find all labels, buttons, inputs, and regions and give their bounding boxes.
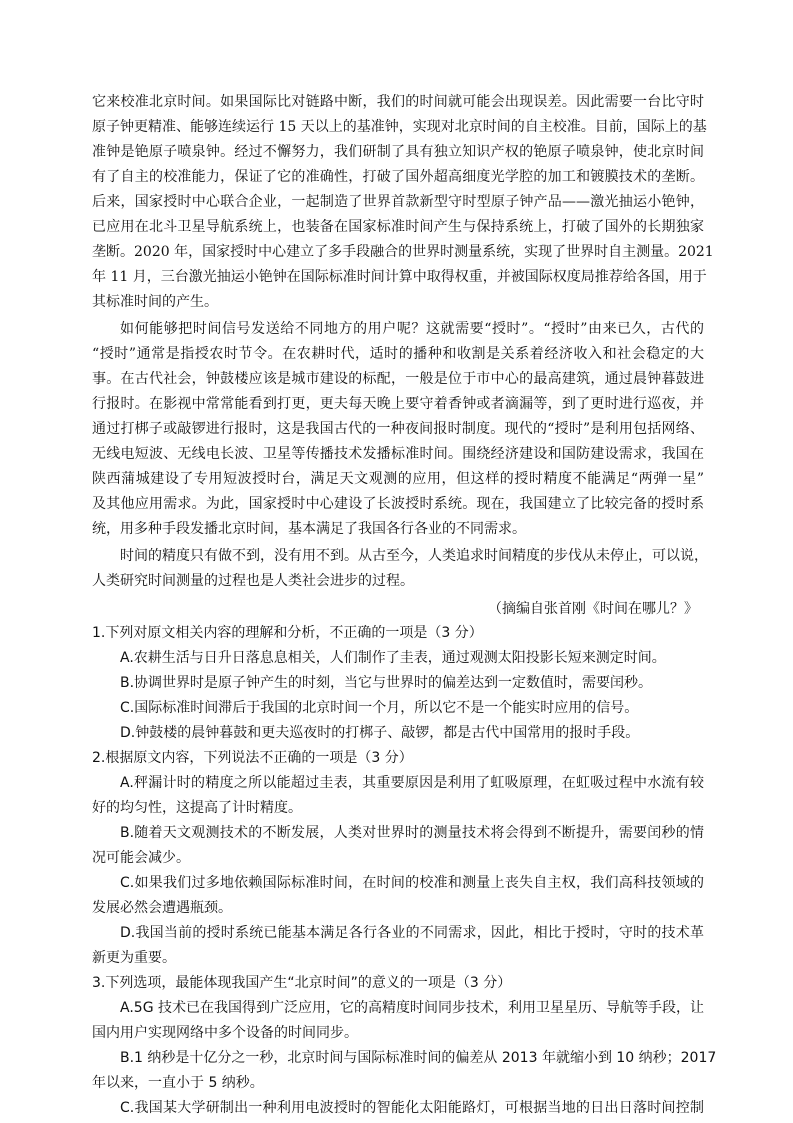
option-b-cont: 年以来，一直小于 5 纳秒。 — [92, 1075, 264, 1091]
passage-line: 准钟是铯原子喷泉钟。经过不懈努力，我们研制了具有独立知识产权的铯原子喷泉钟，使北京时间 — [92, 144, 704, 160]
option-d: D.钟鼓楼的晨钟暮鼓和更夫巡夜时的打梆子、敲锣，都是古代中国常用的报时手段。 — [120, 725, 640, 741]
option-a: A.农耕生活与日升日落息息相关，人们制作了圭表，通过观测太阳投影长短来测定时间。 — [120, 650, 666, 666]
passage-line: 已应用在北斗卫星导航系统上，也装备在国家标准时间产生与保持系统上，打破了国外的长期独家 — [92, 219, 704, 235]
passage-line: 无线电短波、无线电长波、卫星等传播技术发播标准时间。围绕经济建设和国防建设需求，我国在 — [92, 446, 704, 462]
question-stem: 2.根据原文内容，下列说法不正确的一项是（3 分） — [92, 750, 413, 766]
option-c-cont: 发展必然会遭遇瓶颈。 — [92, 900, 232, 916]
option-c: C.国际标准时间滞后于我国的北京时间一个月，所以它不是一个能实时应用的信号。 — [120, 700, 639, 716]
passage-line: 陕西蒲城建设了专用短波授时台，满足天文观测的应用，但这样的授时精度不能满足“两弹一星” — [92, 471, 704, 487]
passage-line: 后来，国家授时中心联合企业，一起制造了世界首款新型守时型原子钟产品——激光抽运小铯钟， — [92, 194, 704, 210]
passage-line: 及其他应用需求。为此，国家授时中心建设了长波授时系统。现在，我国建立了比较完备的授时系 — [92, 496, 704, 512]
passage-line: 如何能够把时间信号发送给不同地方的用户呢？这就需要“授时”。“授时”由来已久，古代的 — [120, 321, 704, 337]
option-b-cont: 况可能会减少。 — [92, 850, 190, 866]
passage-line: 时间的精度只有做不到，没有用不到。从古至今，人类追求时间精度的步伐从未停止，可以说， — [120, 548, 708, 564]
passage-line: 年 11 月，三台激光抽运小铯钟在国际标准时间计算中取得权重，并被国际权度局推荐给各国，用于 — [92, 269, 707, 285]
option-b: B.随着天文观测技术的不断发展，人类对世界时的测量技术将会得到不断提升，需要闰秒的情 — [120, 825, 704, 841]
option-b: B.1 纳秒是十亿分之一秒，北京时间与国际标准时间的偏差从 2013 年就缩小到 10 纳秒；2017 — [120, 1050, 717, 1066]
passage-line: 行报时。在影视中常常能看到打更，更夫每天晚上要守着香钟或者滴漏等，到了更时进行巡夜，并 — [92, 396, 704, 412]
option-c: C.如果我们过多地依赖国际标准时间，在时间的校准和测量上丧失自主权，我们高科技领域的 — [120, 875, 704, 891]
option-a-cont: 国内用户实现网络中多个设备的时间同步。 — [92, 1025, 358, 1041]
passage-line: “授时”通常是指授农时节令。在农耕时代，适时的播种和收割是关系着经济收入和社会稳定的大 — [92, 346, 704, 362]
passage-line: 事。在古代社会，钟鼓楼应该是城市建设的标配，一般是位于市中心的最高建筑，通过晨钟暮鼓进 — [92, 371, 704, 387]
option-d: D.我国当前的授时系统已能基本满足各行各业的不同需求，因此，相比于授时，守时的技术革 — [120, 925, 704, 941]
question-stem: 1.下列对原文相关内容的理解和分析，不正确的一项是（3 分） — [92, 625, 483, 641]
option-a-cont: 好的均匀性，这提高了计时精度。 — [92, 800, 302, 816]
passage-line: 人类研究时间测量的过程也是人类社会进步的过程。 — [92, 573, 414, 589]
question-stem: 3.下列选项，最能体现我国产生“北京时间”的意义的一项是（3 分） — [92, 975, 512, 991]
passage-line: 它来校准北京时间。如果国际比对链路中断，我们的时间就可能会出现误差。因此需要一台比守时 — [92, 94, 704, 110]
option-b: B.协调世界时是原子钟产生的时刻，当它与世界时的偏差达到一定数值时，需要闰秒。 — [120, 675, 653, 691]
passage-line: 其标准时间的产生。 — [92, 294, 218, 310]
passage-line: 通过打梆子或敲锣进行报时，这是我国古代的一种夜间报时制度。现代的“授时”是利用包括网络、 — [92, 421, 704, 437]
option-c: C.我国某大学研制出一种利用电波授时的智能化太阳能路灯，可根据当地的日出日落时间控制 — [120, 1100, 704, 1116]
passage-line: 原子钟更精准、能够连续运行 15 天以上的基准钟，实现对北京时间的自主校准。目前，国际上的基 — [92, 119, 707, 135]
passage-line: 有了自主的校准能力，保证了它的准确性，打破了国外超高细度光学腔的加工和镀膜技术的垄断。 — [92, 169, 704, 185]
passage-line: 垄断。2020 年，国家授时中心建立了多手段融合的世界时测量系统，实现了世界时自主测量。2021 — [92, 244, 714, 260]
passage-line: 统，用多种手段发播北京时间，基本满足了我国各行各业的不同需求。 — [92, 521, 526, 537]
option-d-cont: 新更为重要。 — [92, 950, 176, 966]
option-a: A.5G 技术已在我国得到广泛应用，它的高精度时间同步技术，利用卫星星历、导航等手段，让 — [120, 1000, 704, 1016]
option-a: A.秤漏计时的精度之所以能超过圭表，其重要原因是利用了虹吸原理，在虹吸过程中水流有较 — [120, 775, 704, 791]
passage-source: （摘编自张首刚《时间在哪儿？》 — [488, 601, 698, 617]
